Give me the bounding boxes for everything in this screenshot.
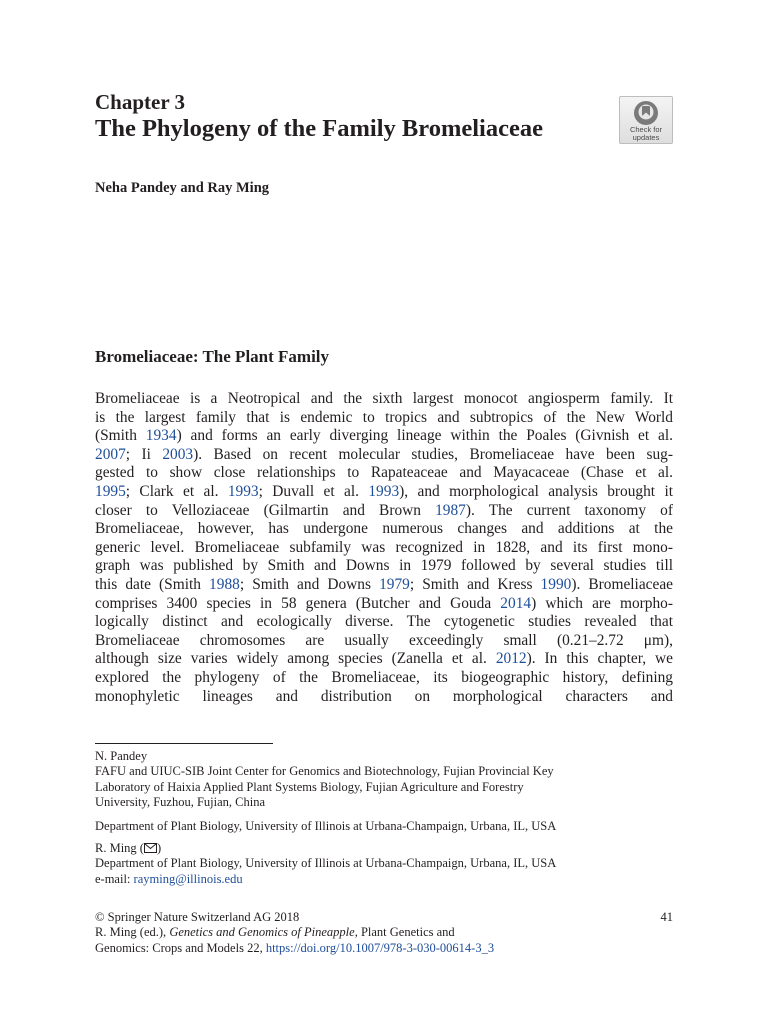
citation-line: R. Ming (ed.), Genetics and Genomics of Pineapple, Plant Genetics and <box>95 925 455 940</box>
affiliation-block-ming <box>95 841 695 887</box>
badge-label-line2: updates <box>632 133 660 142</box>
affiliation-dept-pandey <box>95 819 695 834</box>
author-name: N. Pandey <box>95 749 148 763</box>
citation-link[interactable]: 1995 <box>95 482 126 500</box>
envelope-icon <box>144 843 157 853</box>
doi-link[interactable]: https://doi.org/10.1007/978-3-030-00614-3_3 <box>265 940 495 955</box>
email-line: e-mail: rayming@illinois.edu <box>95 871 243 886</box>
body-line: graph was published by Smith and Downs in 1979 followed by several studies till <box>95 557 673 575</box>
citation-link[interactable]: 1934 <box>145 427 177 445</box>
affiliation-line: FAFU and UIUC-SIB Joint Center for Genomics and Biotechnology, Fujian Provincial Key <box>95 764 554 779</box>
body-line: 1995; Clark et al. 1993; Duvall et al. 1993), and morphological analysis brought it <box>95 482 673 500</box>
chapter-number: Chapter 3 <box>95 90 186 114</box>
citation-link[interactable]: 2012 <box>495 650 527 668</box>
check-for-updates-icon <box>633 100 659 126</box>
page-number: 41 <box>660 910 673 924</box>
citation-link[interactable]: 1987 <box>435 501 466 519</box>
body-line: is the largest family that is endemic to tropics and subtropics of the New World <box>95 408 673 426</box>
body-line: explored the phylogeny of the Bromeliaceae, its biogeographic history, defining <box>95 668 673 686</box>
citation-link[interactable]: 1993 <box>227 482 259 500</box>
citation-link[interactable]: 1979 <box>379 575 410 593</box>
citation-link[interactable]: 2003 <box>162 445 194 463</box>
body-line: 2007; Ii 2003). Based on recent molecular studies, Bromeliaceae have been sug- <box>95 445 673 463</box>
affiliation-block-pandey <box>95 749 695 810</box>
badge-label-line1: Check for <box>629 125 663 134</box>
section-heading: Bromeliaceae: The Plant Family <box>95 347 330 366</box>
body-line: gested to show close relationships to Rapateaceae and Mayacaceae (Chase et al. <box>95 464 673 482</box>
body-line: Bromeliaceae, however, has undergone numerous changes and additions at the <box>95 520 673 538</box>
chapter-authors: Neha Pandey and Ray Ming <box>95 180 270 196</box>
citation-link[interactable]: 2014 <box>500 594 532 612</box>
citation-line: Genomics: Crops and Models 22, https://doi.org/10.1007/978-3-030-00614-3_3 <box>95 940 495 955</box>
footnote-divider <box>95 743 273 744</box>
citation-link[interactable]: 1993 <box>368 482 400 500</box>
affiliation-line: University, Fuzhou, Fujian, China <box>95 794 266 809</box>
copyright-line: © Springer Nature Switzerland AG 2018 <box>95 910 300 924</box>
check-for-updates-button[interactable] <box>619 96 673 144</box>
affiliation-line: Department of Plant Biology, University of Illinois at Urbana-Champaign, Urbana, IL, USA <box>95 856 557 871</box>
body-line: logically distinct and ecologically diverse. The cytogenetic studies revealed that <box>95 613 673 631</box>
author-name: R. Ming ( ) <box>95 841 162 855</box>
citation-link[interactable]: 1990 <box>540 575 572 593</box>
body-line: generic level. Bromeliaceae subfamily was recognized in 1828, and its first mono- <box>95 538 673 556</box>
body-line: closer to Velloziaceae (Gilmartin and Brown 1987). The current taxonomy of <box>95 501 673 519</box>
publication-footer <box>95 910 673 956</box>
body-paragraph <box>95 390 673 706</box>
affiliation-line: Department of Plant Biology, University of Illinois at Urbana-Champaign, Urbana, IL, USA <box>95 819 557 833</box>
body-line: Bromeliaceae chromosomes are usually exceedingly small (0.21–2.72 μm), <box>95 631 673 649</box>
body-line: this date (Smith 1988; Smith and Downs 1979; Smith and Kress 1990). Bromeliaceae <box>95 575 673 593</box>
affiliation-line: Laboratory of Haixia Applied Plant Systems Biology, Fujian Agriculture and Forestry <box>95 779 524 794</box>
body-line: comprises 3400 species in 58 genera (Butcher and Gouda 2014) which are morpho- <box>95 594 674 612</box>
citation-link[interactable]: 2007 <box>95 445 126 463</box>
body-line: (Smith 1934) and forms an early diverging lineage within the Poales (Givnish et al. <box>95 427 673 445</box>
body-line: although size varies widely among species (Zanella et al. 2012). In this chapter, we <box>95 650 673 668</box>
email-link[interactable]: rayming@illinois.edu <box>133 871 243 886</box>
body-line: monophyletic lineages and distribution on morphological characters and <box>95 687 673 705</box>
body-line: Bromeliaceae is a Neotropical and the sixth largest monocot angiosperm family. It <box>95 390 673 407</box>
citation-link[interactable]: 1988 <box>209 575 240 593</box>
chapter-title: The Phylogeny of the Family Bromeliaceae <box>95 115 543 142</box>
